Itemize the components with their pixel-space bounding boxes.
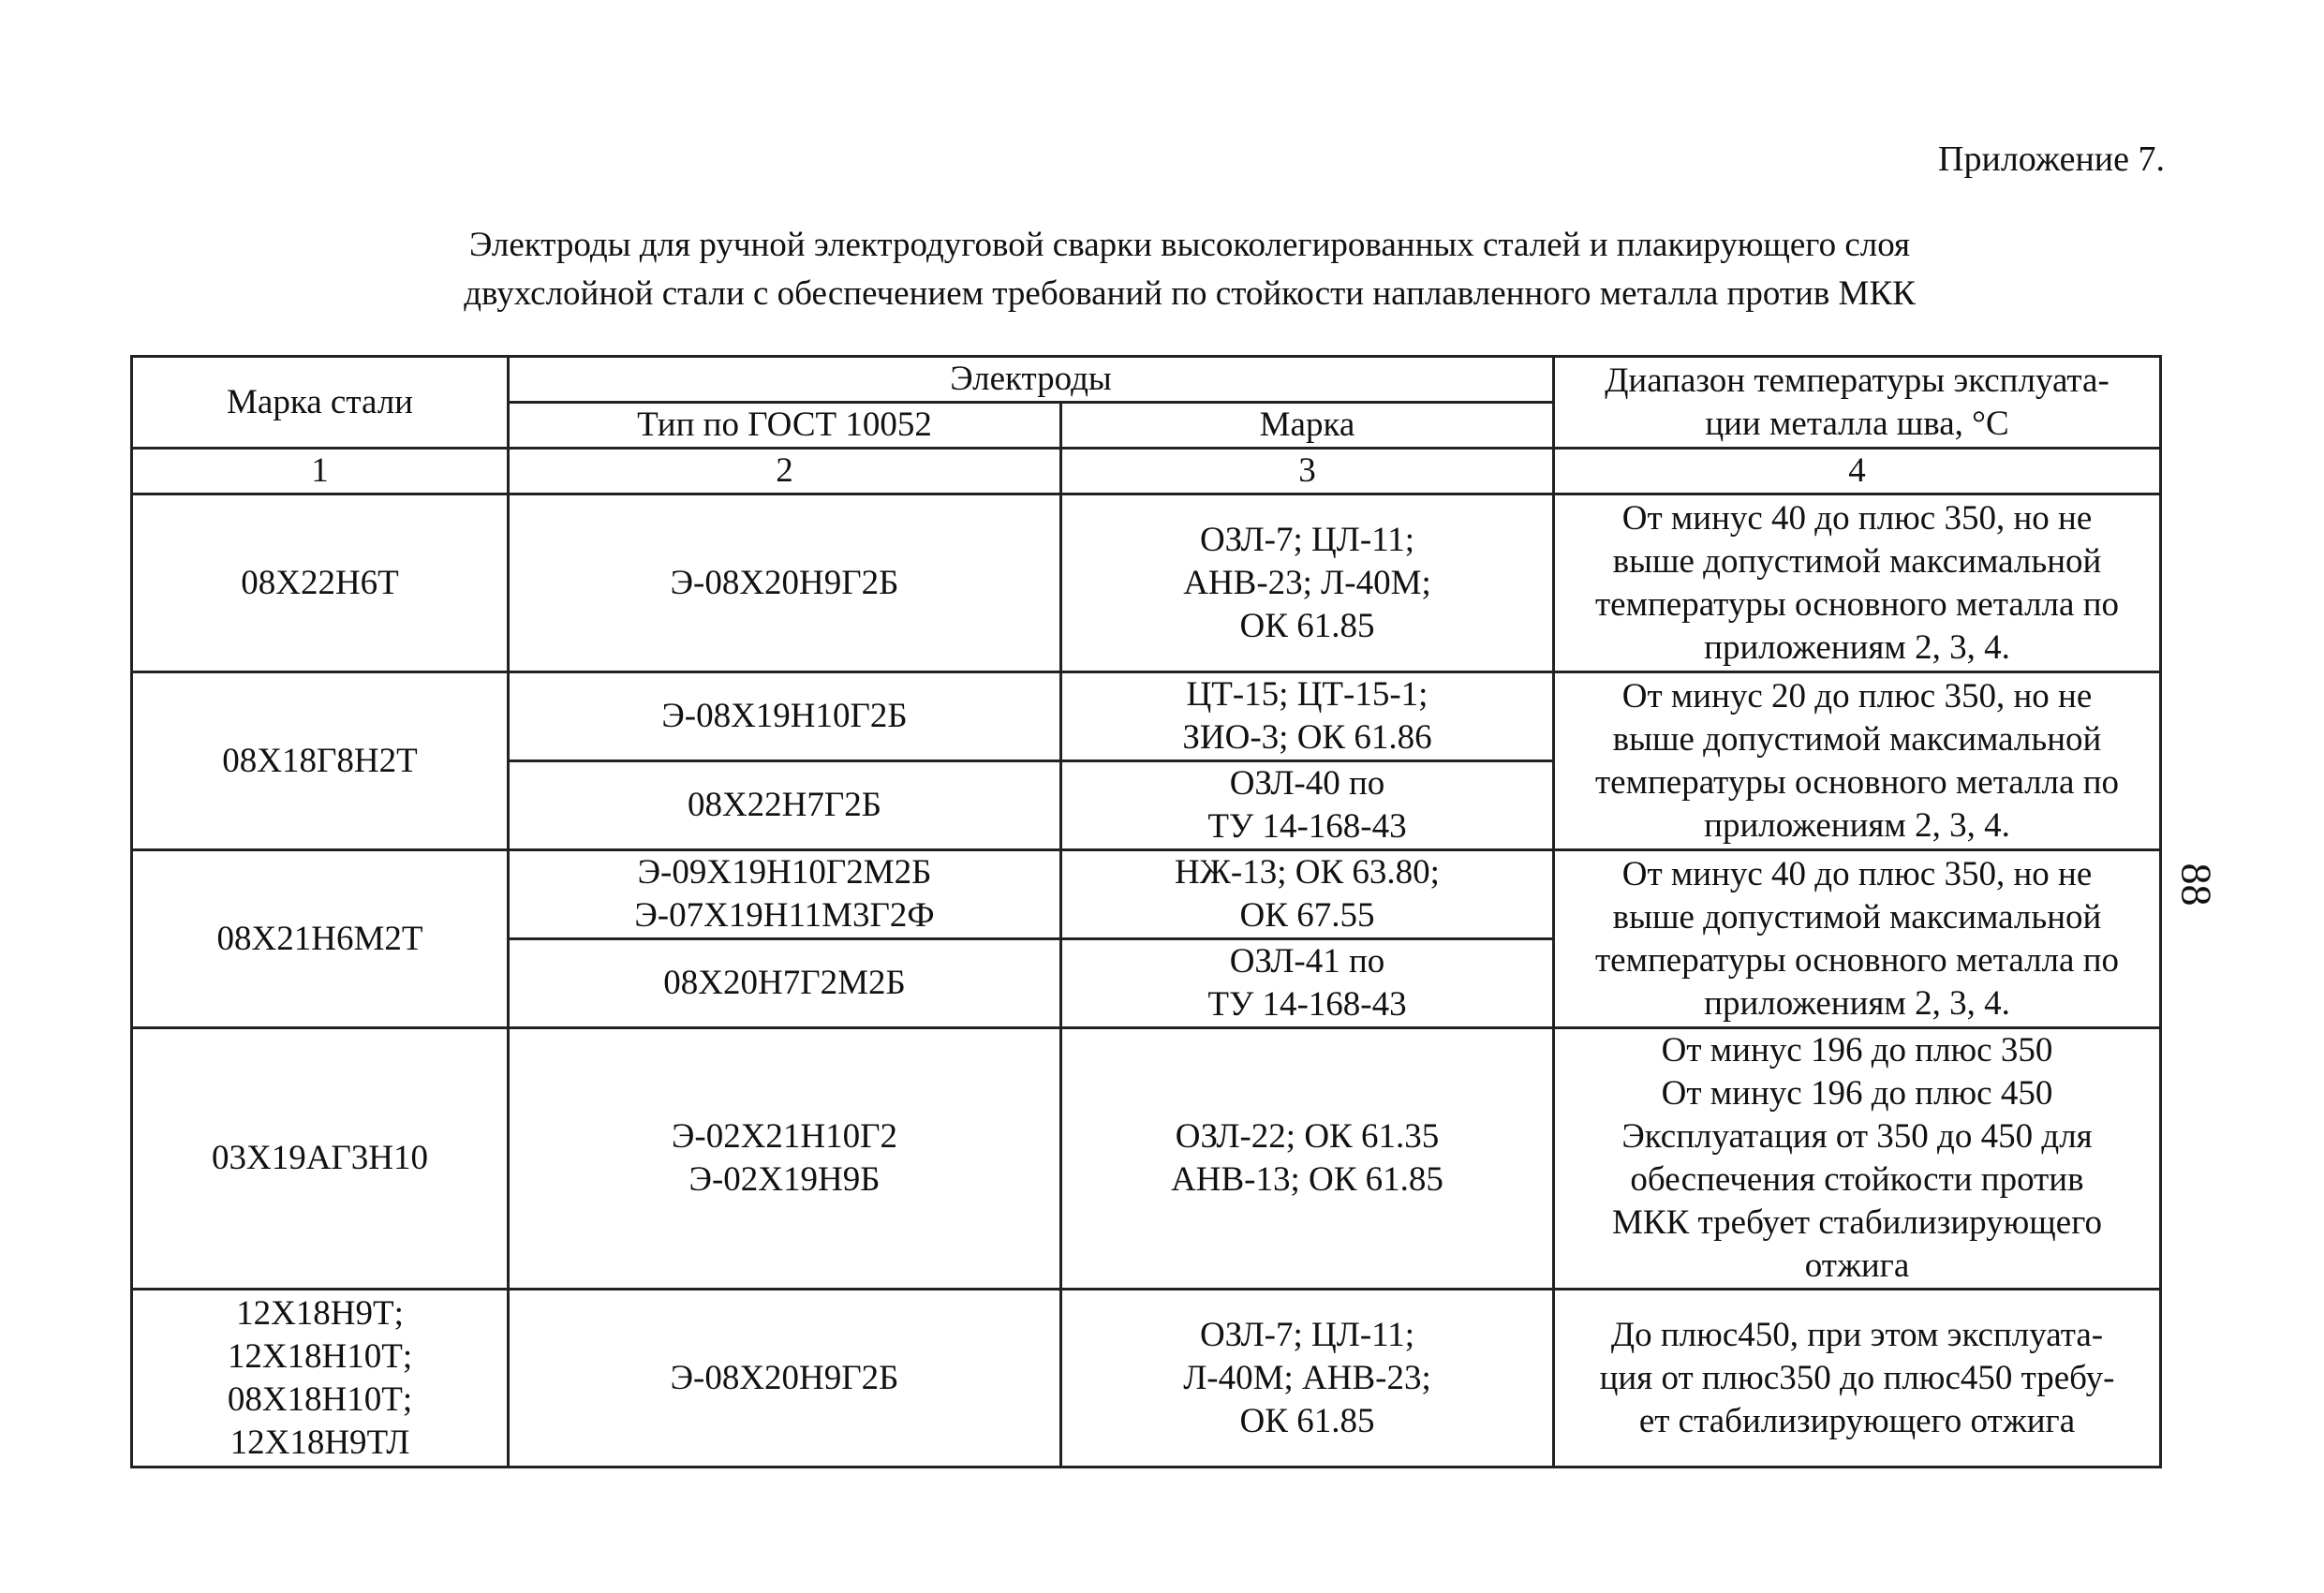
electrode-brand-cell: НЖ-13; ОК 63.80; ОК 67.55 bbox=[1061, 850, 1554, 939]
electrode-type-cell: 08Х20Н7Г2М2Б bbox=[509, 939, 1061, 1028]
electrode-brand-cell: ЦТ-15; ЦТ-15-1; ЗИО-3; ОК 61.86 bbox=[1061, 672, 1554, 761]
page-number: 88 bbox=[2172, 863, 2221, 907]
table-row bbox=[132, 1290, 2161, 1468]
header-type: Тип по ГОСТ 10052 bbox=[509, 403, 1061, 449]
temp-range-cell: От минус 196 до плюс 350 От минус 196 до плюс 450 Эксплуатация от 350 до 450 для обеспечения стойкости против МКК требует стабилизирующего отжига bbox=[1554, 1028, 2161, 1290]
header-temp: Диапазон температуры эксплуата- ции металла шва, °С bbox=[1554, 357, 2161, 449]
electrode-type-cell: Э-08Х19Н10Г2Б bbox=[509, 672, 1061, 761]
column-number: 3 bbox=[1061, 449, 1554, 494]
electrode-type-cell: Э-08Х20Н9Г2Б bbox=[509, 1290, 1061, 1468]
appendix-label: Приложение 7. bbox=[1938, 140, 2165, 179]
electrode-brand-cell: ОЗЛ-41 по ТУ 14-168-43 bbox=[1061, 939, 1554, 1028]
header-row bbox=[132, 357, 2161, 403]
steel-grade-cell: 08Х18Г8Н2Т bbox=[132, 672, 509, 850]
title-line: двухслойной стали с обеспечением требований по стойкости наплавленного металла против МКК bbox=[464, 274, 1916, 313]
title-line: Электроды для ручной электродуговой сварки высоколегированных сталей и плакирующего слоя bbox=[468, 226, 1911, 264]
steel-grade-cell: 08Х22Н6Т bbox=[132, 494, 509, 672]
table-row bbox=[132, 1028, 2161, 1290]
steel-grade-cell: 08Х21Н6М2Т bbox=[132, 850, 509, 1028]
electrode-type-cell: Э-08Х20Н9Г2Б bbox=[509, 494, 1061, 672]
header-steel: Марка стали bbox=[132, 357, 509, 449]
temp-range-cell: До плюс450, при этом эксплуата- ция от плюс350 до плюс450 требу- ет стабилизирующего отжига bbox=[1554, 1290, 2161, 1468]
column-number: 2 bbox=[509, 449, 1061, 494]
table-row bbox=[132, 672, 2161, 761]
header-electrodes: Электроды bbox=[509, 357, 1554, 403]
electrode-brand-cell: ОЗЛ-7; ЦЛ-11; Л-40М; АНВ-23; ОК 61.85 bbox=[1061, 1290, 1554, 1468]
electrode-type-cell: Э-09Х19Н10Г2М2Б Э-07Х19Н11М3Г2Ф bbox=[509, 850, 1061, 939]
electrode-brand-cell: ОЗЛ-7; ЦЛ-11; АНВ-23; Л-40М; ОК 61.85 bbox=[1061, 494, 1554, 672]
electrode-type-cell: 08Х22Н7Г2Б bbox=[509, 761, 1061, 850]
temp-range-cell: От минус 40 до плюс 350, но не выше допустимой максимальной температуры основного металла по приложениям 2, 3, 4. bbox=[1554, 850, 2161, 1028]
electrode-brand-cell: ОЗЛ-22; ОК 61.35 АНВ-13; ОК 61.85 bbox=[1061, 1028, 1554, 1290]
column-number: 1 bbox=[132, 449, 509, 494]
document-title bbox=[131, 221, 2248, 318]
electrode-brand-cell: ОЗЛ-40 по ТУ 14-168-43 bbox=[1061, 761, 1554, 850]
temp-range-cell: От минус 20 до плюс 350, но не выше допустимой максимальной температуры основного металла по приложениям 2, 3, 4. bbox=[1554, 672, 2161, 850]
temp-range-cell: От минус 40 до плюс 350, но не выше допустимой максимальной температуры основного металла по приложениям 2, 3, 4. bbox=[1554, 494, 2161, 672]
column-number-row bbox=[132, 449, 2161, 494]
table-row bbox=[132, 494, 2161, 672]
electrode-type-cell: Э-02Х21Н10Г2 Э-02Х19Н9Б bbox=[509, 1028, 1061, 1290]
column-number: 4 bbox=[1554, 449, 2161, 494]
table-row bbox=[132, 850, 2161, 939]
steel-grade-cell: 03Х19АГ3Н10 bbox=[132, 1028, 509, 1290]
steel-grade-cell: 12Х18Н9Т; 12Х18Н10Т; 08Х18Н10Т; 12Х18Н9ТЛ bbox=[132, 1290, 509, 1468]
electrodes-table bbox=[130, 355, 2162, 1468]
header-brand: Марка bbox=[1061, 403, 1554, 449]
